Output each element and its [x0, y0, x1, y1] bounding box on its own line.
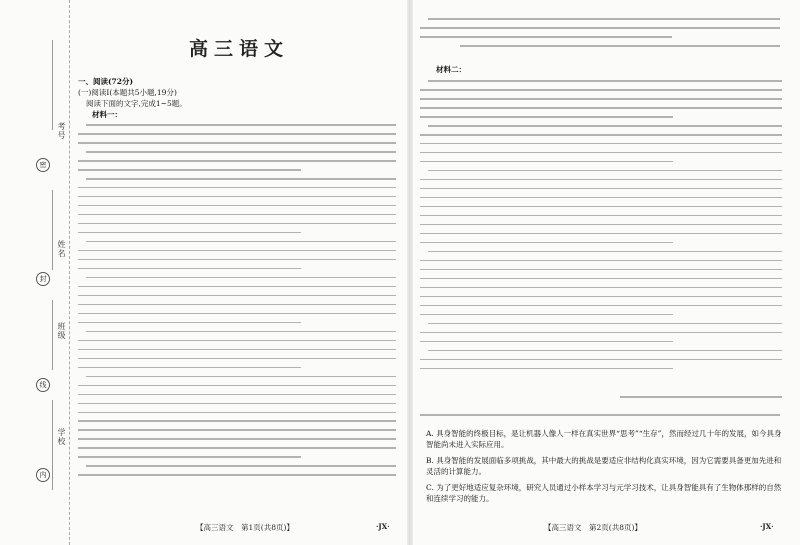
name-label: 姓名 [57, 240, 66, 258]
fill-line [52, 190, 53, 270]
material-2-source [620, 396, 782, 405]
page-fold [407, 0, 413, 545]
page-1 [78, 0, 400, 545]
passage-text [78, 124, 396, 483]
question-1-stem [420, 414, 780, 423]
answer-option-b[interactable]: B. 具身智能的发展面临多项挑战，其中最大的挑战是要适应非结构化真实环境，因为它需要具备更加先进和灵活的计算能力。 [426, 456, 782, 476]
seal-circle: 密 [36, 158, 50, 172]
school-label: 学校 [57, 428, 66, 446]
answer-option-c[interactable]: C. 为了更好地适应复杂环境，研究人员通过小样本学习与元学习技术，让具身智能具有了生物体那样的自然和连续学习的能力。 [426, 483, 782, 503]
fill-line [52, 40, 53, 130]
page-1-footer: 【高三语文 第1页(共8页)】 [196, 523, 294, 532]
fill-line [52, 300, 53, 370]
section-heading: 一、阅读(72分) [78, 77, 134, 86]
class-label: 班级 [57, 322, 66, 340]
page-2-mark: ·JX· [760, 522, 774, 531]
passage-continued [420, 18, 780, 45]
exam-number-label: 考号 [57, 122, 66, 140]
seal-circle: 内 [36, 468, 50, 482]
material-2-text [420, 80, 782, 376]
subsection-heading: (一)阅读Ⅰ(本题共5小题,19分) [78, 88, 177, 97]
source-line [460, 45, 780, 54]
material-1-label: 材料一： [92, 110, 122, 119]
material-2-label: 材料二： [436, 65, 466, 74]
page-1-mark: ·JX· [376, 522, 390, 531]
answer-option-a[interactable]: A. 具身智能的终极目标，是让机器人像人一样在真实世界“思考”“生存”，然而经过几十年的发展，如今具身智能尚未进入实际应用。 [426, 429, 782, 449]
instruction-text: 阅读下面的文字,完成1~5题。 [86, 99, 187, 108]
exam-title: 高三语文 [188, 38, 289, 60]
page-2-footer: 【高三语文 第2页(共8页)】 [544, 523, 642, 532]
page-2 [420, 0, 790, 545]
seal-circle: 封 [36, 272, 50, 286]
seal-circle: 线 [36, 378, 50, 392]
fill-line [52, 400, 53, 490]
binding-margin [0, 0, 70, 545]
